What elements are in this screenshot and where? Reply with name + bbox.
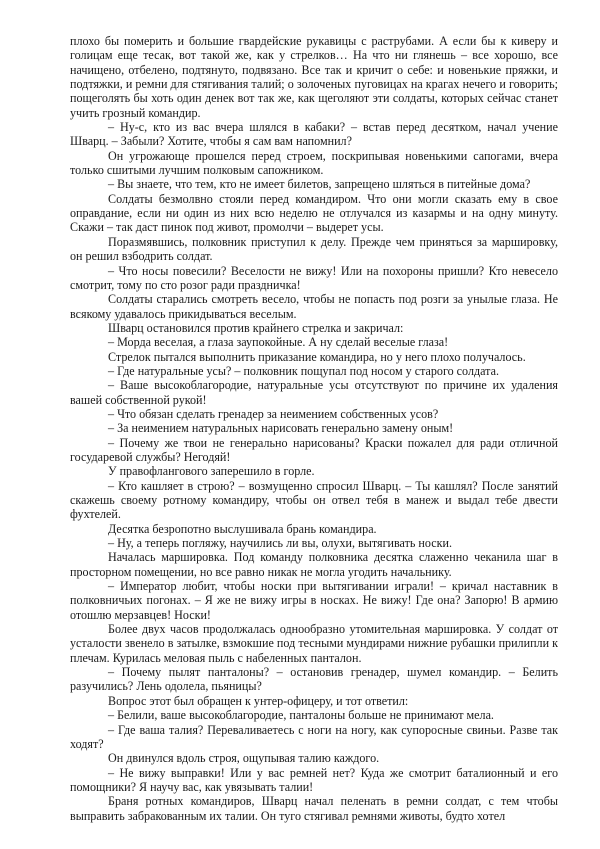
paragraph-22: – Император любит, чтобы носки при вытягивании играли! – кричал наставник в полковничьих погонах. – Я же не вижу игры в носках. Не вижу! Где она? Запорю! В армию отошлю мерзавцев! Носки! [70,579,558,622]
paragraph-12: – Где натуральные усы? – полковник пощупал под носом у старого солдата. [108,363,500,378]
paragraph-5: Солдаты безмолвно стояли перед командиром. Что они могли сказать ему в свое оправдание, если ни один из них всю неделю не отлучался из казармы и на одну минуту. Скажи – так даст пинок под живот, промолчи – выдерет усы. [70,191,558,235]
paragraph-27: – Где ваша талия? Переваливаетесь с ноги на ногу, как супоросные свиньи. Разве так ходят? [70,722,558,751]
paragraph-29: – Не вижу выправки! Или у вас ремней нет? Куда же смотрит баталионный и его помощники? Я научу вас, как увязывать талии! [70,765,558,794]
paragraph-30: Браня ротных командиров, Шварц начал пеленать в ремни солдат, с тем чтобы выправить забракованным их талии. Он туго стягивал ремнями животы, будто хотел [70,794,558,823]
paragraph-16: – Почему же твои не генерально нарисованы? Краски пожалел для ради отличной государевой службы? Негодяй! [70,435,558,464]
paragraph-21: Началась маршировка. Под команду полковника десятка слаженно чеканила шаг в просторном помещении, но все равно никак не могла угодить начальнику. [70,550,558,579]
paragraph-9: Шварц остановился против крайнего стрелка и закричал: [108,320,404,335]
paragraph-4: – Вы знаете, что тем, кто не имеет билетов, запрещено шляться в питейные дома? [108,177,531,192]
paragraph-6: Поразмявшись, полковник приступил к делу. Прежде чем приняться за маршировку, он решил взбодрить солдат. [70,234,558,264]
paragraph-28: Он двинулся вдоль строя, ощупывая талию каждого. [108,751,380,766]
paragraph-18: – Кто кашляет в строю? – возмущенно спросил Шварц. – Ты кашлял? После занятий скажешь своему ротному командиру, чтобы он отвел тебя в манеж и выдал тебе двести фухтелей. [70,478,558,522]
paragraph-7: – Что носы повесили? Веселости не вижу! Или на похороны пришли? Кто невесело смотрит, тому по сто розог ради праздничка! [70,263,558,292]
paragraph-20: – Ну, а теперь погляжу, научились ли вы, олухи, вытягивать носки. [108,536,452,551]
paragraph-26: – Белили, ваше высокоблагородие, панталоны больше не принимают мела. [108,708,494,723]
paragraph-2: – Ну-с, кто из вас вчера шлялся в кабаки? – встав перед десятком, начал учение Шварц. – Забыли? Хотите, чтобы я сам вам напомнил? [70,120,558,149]
paragraph-25: Вопрос этот был обращен к унтер-офицеру, и тот ответил: [108,693,409,708]
paragraph-19: Десятка безропотно выслушивала брань командира. [108,521,377,536]
document-page [70,34,558,823]
paragraph-10: – Морда веселая, а глаза заупокойные. А ну сделай веселые глаза! [108,335,449,350]
paragraph-23: Более двух часов продолжалась однообразно утомительная маршировка. У солдат от усталости звенело в затылке, взмокшие под тесными мундирами нижние рубашки прилипли к плечам. Курилась меловая пыль с набеленных панталон. [70,622,558,665]
paragraph-1: плохо бы померить и большие гвардейские рукавицы с раструбами. А если бы к киверу и голицам еще тесак, вот такой же, как у стрелков… На что ни глянешь – все хорошо, все начищено, отбелено, подтянуто, подвязано. Все так и кричит о себе: и новенькие пряжки, и подтяжки, и ремни для стягивания талий; о золоченых пуговицах на крагах нечего и говорить; пощеголять бы хоть один денек вот так же, как щеголяют эти солдаты, которых сейчас станет учить грозный командир. [70,34,558,120]
paragraph-13: – Ваше высокоблагородие, натуральные усы отсутствуют по причине их удаления вашей собственной рукой! [70,378,558,407]
paragraph-17: У правофлангового заперешило в горле. [108,464,315,479]
paragraph-11: Стрелок пытался выполнить приказание командира, но у него плохо получалось. [108,349,526,364]
paragraph-8: Солдаты старались смотреть весело, чтобы не попасть под розги за унылые глаза. Не всякому удавалось прикидываться веселым. [70,292,558,321]
paragraph-24: – Почему пылят панталоны? – остановив гренадер, шумел командир. – Белить разучились? Лень одолела, пьяницы? [70,665,558,694]
paragraph-3: Он угрожающе прошелся перед строем, поскрипывая новенькими сапогами, вчера только сшитыми лучшим полковым сапожником. [70,148,558,178]
paragraph-14: – Что обязан сделать гренадер за неимением собственных усов? [108,406,439,421]
paragraph-15: – За неимением натуральных нарисовать генерально замену оным! [108,421,454,436]
